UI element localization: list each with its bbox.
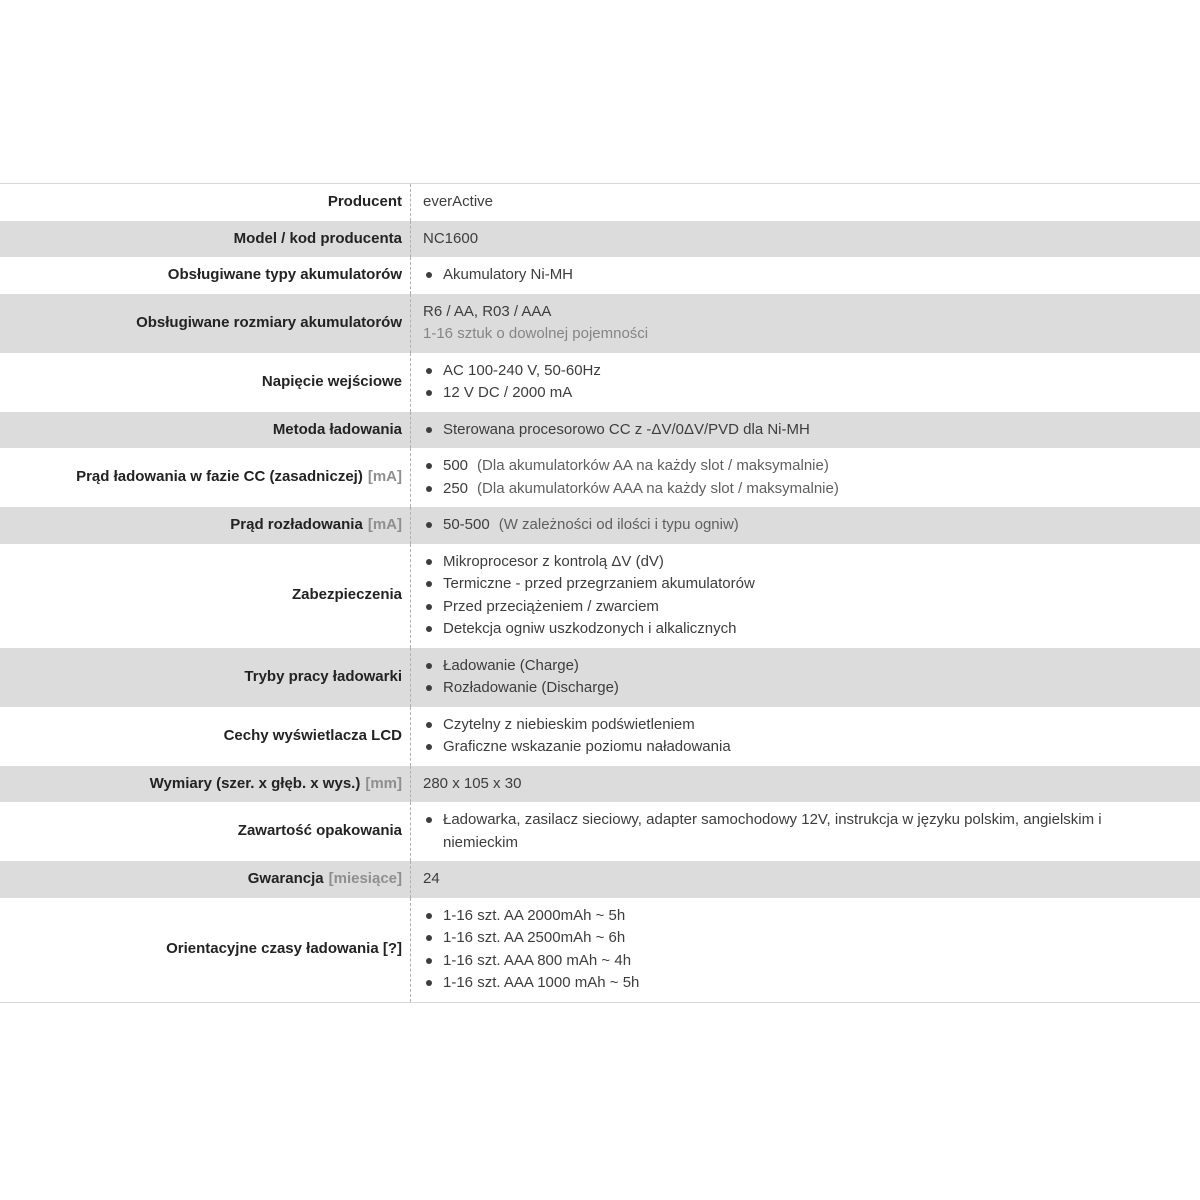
spec-bullet-item xyxy=(423,972,1180,995)
spec-label: Cechy wyświetlacza LCD xyxy=(223,726,402,744)
spec-value-body xyxy=(423,191,493,214)
spec-label-cell xyxy=(0,184,410,221)
bullet-icon xyxy=(426,980,432,986)
spec-value-cell xyxy=(410,707,1200,766)
table-row xyxy=(0,448,1200,507)
spec-bullet-item xyxy=(423,655,1180,678)
bullet-icon xyxy=(426,581,432,587)
spec-value-body xyxy=(443,360,601,383)
spec-label: Wymiary (szer. x głęb. x wys.) xyxy=(149,774,361,792)
bullet-icon xyxy=(426,722,432,728)
spec-value-body xyxy=(423,773,521,796)
spec-unit: [miesiące] xyxy=(328,870,402,887)
spec-value-note: (Dla akumulatorków AA na każdy slot / maksymalnie) xyxy=(477,457,829,474)
bullet-icon xyxy=(426,427,432,433)
spec-value-text: Termiczne - przed przegrzaniem akumulatorów xyxy=(443,575,755,592)
spec-label: Producent xyxy=(327,193,402,210)
spec-value-body xyxy=(443,714,695,737)
spec-value-body xyxy=(423,301,551,324)
spec-label-line xyxy=(238,820,402,843)
bullet-icon xyxy=(426,522,432,528)
table-row xyxy=(0,707,1200,766)
spec-value-body xyxy=(423,228,478,251)
spec-value-body xyxy=(443,455,829,478)
spec-label: Metoda ładowania xyxy=(272,420,402,438)
spec-label-line xyxy=(262,371,402,394)
spec-label-line xyxy=(248,868,402,891)
spec-value-text: 1-16 sztuk o dowolnej pojemności xyxy=(423,325,649,342)
table-row xyxy=(0,184,1200,221)
spec-label-cell xyxy=(0,802,410,861)
spec-bullet-item xyxy=(423,736,1180,759)
spec-bullet-item xyxy=(423,905,1180,928)
spec-value-cell xyxy=(410,507,1200,544)
spec-value-text: 280 x 105 x 30 xyxy=(423,774,522,792)
spec-bullet-item xyxy=(423,455,1180,478)
spec-label-line xyxy=(150,773,402,796)
table-row xyxy=(0,648,1200,707)
spec-label: Zawartość opakowania xyxy=(237,822,402,840)
spec-value-body xyxy=(443,905,625,928)
spec-bullet-item xyxy=(423,573,1180,596)
spec-value-cell xyxy=(410,766,1200,803)
table-row xyxy=(0,507,1200,544)
spec-value-cell xyxy=(410,257,1200,294)
spec-label-line xyxy=(328,191,402,214)
spec-label-line xyxy=(224,725,402,748)
spec-label: Napięcie wejściowe xyxy=(261,372,402,390)
bullet-icon xyxy=(426,913,432,919)
spec-bullet-item xyxy=(423,714,1180,737)
spec-value-text: NC1600 xyxy=(423,229,479,247)
spec-bullet-item xyxy=(423,927,1180,950)
spec-value-text: 1-16 szt. AAA 800 mAh ~ 4h xyxy=(443,951,632,969)
spec-label-line xyxy=(168,264,402,287)
spec-value-cell xyxy=(410,412,1200,449)
spec-bullet-item xyxy=(423,514,1180,537)
spec-bullet-item xyxy=(423,478,1180,501)
spec-label: Orientacyjne czasy ładowania [?] xyxy=(166,940,402,958)
spec-value-cell xyxy=(410,448,1200,507)
spec-value-text: 1-16 szt. AA 2000mAh ~ 5h xyxy=(443,906,626,924)
spec-value-body xyxy=(443,596,659,619)
spec-value-text: Ładowanie (Charge) xyxy=(443,656,579,674)
spec-value-body xyxy=(443,264,573,287)
spec-label: Gwarancja xyxy=(247,870,324,887)
spec-label-cell xyxy=(0,898,410,1002)
table-row xyxy=(0,353,1200,412)
spec-value-cell xyxy=(410,221,1200,258)
spec-label-line xyxy=(76,466,402,489)
bullet-icon xyxy=(426,272,432,278)
spec-value-body xyxy=(443,514,739,537)
spec-value-text: 1-16 szt. AA 2500mAh ~ 6h xyxy=(443,929,626,946)
spec-value-cell xyxy=(410,802,1200,861)
bullet-icon xyxy=(426,463,432,469)
spec-value-body xyxy=(443,419,810,442)
spec-value-body xyxy=(443,972,639,995)
bullet-icon xyxy=(426,486,432,492)
spec-label-cell xyxy=(0,766,410,803)
bullet-icon xyxy=(426,685,432,691)
spec-label-cell xyxy=(0,544,410,648)
spec-label-cell xyxy=(0,448,410,507)
spec-bullet-item xyxy=(423,264,1180,287)
spec-label-cell xyxy=(0,648,410,707)
spec-value-cell xyxy=(410,898,1200,1002)
spec-label-cell xyxy=(0,257,410,294)
spec-bullet-item xyxy=(423,809,1180,854)
spec-bullet-item xyxy=(423,950,1180,973)
spec-value-body xyxy=(443,809,1180,854)
spec-value-text: 50-500 xyxy=(443,516,490,533)
table-row xyxy=(0,221,1200,258)
spec-bullet-item xyxy=(423,419,1180,442)
spec-value-body xyxy=(423,868,440,891)
spec-value-body xyxy=(443,736,731,759)
spec-bullet-item xyxy=(423,382,1180,405)
spec-value-text: 12 V DC / 2000 mA xyxy=(443,384,573,401)
bullet-icon xyxy=(426,390,432,396)
spec-label: Obsługiwane rozmiary akumulatorów xyxy=(136,313,402,331)
spec-value-text: Rozładowanie (Discharge) xyxy=(443,679,619,696)
spec-value-text: 500 xyxy=(443,457,469,474)
table-row xyxy=(0,802,1200,861)
table-row xyxy=(0,766,1200,803)
spec-label: Tryby pracy ładowarki xyxy=(244,667,402,685)
spec-label-line xyxy=(273,419,402,442)
bullet-icon xyxy=(426,368,432,374)
spec-value-text: Detekcja ogniw uszkodzonych i alkalicznych xyxy=(443,620,737,637)
spec-value-line xyxy=(423,773,1180,796)
spec-value-line xyxy=(423,301,1180,324)
spec-value-line xyxy=(423,191,1180,214)
spec-value-text: Mikroprocesor z kontrolą ΔV (dV) xyxy=(443,552,664,570)
spec-value-body xyxy=(443,655,579,678)
bullet-icon xyxy=(426,663,432,669)
bullet-icon xyxy=(426,744,432,750)
spec-value-body xyxy=(443,950,631,973)
table-row xyxy=(0,412,1200,449)
spec-value-body xyxy=(443,573,755,596)
spec-value-body xyxy=(443,618,736,641)
spec-label: Model / kod producenta xyxy=(233,229,402,247)
spec-label-cell xyxy=(0,507,410,544)
spec-label-cell xyxy=(0,412,410,449)
spec-value-cell xyxy=(410,294,1200,353)
bullet-icon xyxy=(426,626,432,632)
spec-value-note: (Dla akumulatorków AAA na każdy slot / maksymalnie) xyxy=(477,479,839,497)
spec-label-line xyxy=(244,666,402,689)
spec-unit: [mm] xyxy=(365,774,402,792)
bullet-icon xyxy=(426,817,432,823)
spec-label-line xyxy=(166,938,402,961)
spec-bullet-item xyxy=(423,551,1180,574)
spec-value-text: Sterowana procesorowo CC z -ΔV/0ΔV/PVD dla Ni-MH xyxy=(443,420,810,438)
spec-value-cell xyxy=(410,184,1200,221)
spec-label: Zabezpieczenia xyxy=(291,586,402,604)
spec-bullet-item xyxy=(423,360,1180,383)
spec-unit: [mA] xyxy=(367,516,402,533)
spec-label: Prąd ładowania w fazie CC (zasadniczej) xyxy=(76,468,363,486)
spec-bullet-item xyxy=(423,677,1180,700)
table-row xyxy=(0,257,1200,294)
table-row xyxy=(0,898,1200,1002)
spec-value-text: Akumulatory Ni-MH xyxy=(443,266,574,283)
spec-value-body xyxy=(443,478,839,501)
spec-value-body xyxy=(443,382,572,405)
bullet-icon xyxy=(426,559,432,565)
spec-label-cell xyxy=(0,353,410,412)
table-row xyxy=(0,544,1200,648)
bullet-icon xyxy=(426,604,432,610)
spec-label-cell xyxy=(0,294,410,353)
spec-label-line xyxy=(136,312,402,335)
spec-label-cell xyxy=(0,861,410,898)
spec-value-line xyxy=(423,228,1180,251)
spec-unit: [mA] xyxy=(367,468,402,486)
spec-value-body xyxy=(423,323,648,346)
table-row xyxy=(0,861,1200,898)
spec-value-text: Przed przeciążeniem / zwarciem xyxy=(443,597,659,615)
spec-value-body xyxy=(443,677,619,700)
spec-value-text: Ładowarka, zasilacz sieciowy, adapter samochodowy 12V, instrukcja w języku polskim, angielskim i niemieckim xyxy=(443,811,1102,851)
spec-value-cell xyxy=(410,861,1200,898)
spec-value-cell xyxy=(410,544,1200,648)
bullet-icon xyxy=(426,935,432,941)
spec-label-cell xyxy=(0,221,410,258)
spec-value-text: Graficzne wskazanie poziomu naładowania xyxy=(443,738,731,755)
spec-label: Prąd rozładowania xyxy=(230,516,363,533)
spec-value-text: AC 100-240 V, 50-60Hz xyxy=(443,361,601,379)
spec-label-cell xyxy=(0,707,410,766)
spec-value-text: 1-16 szt. AAA 1000 mAh ~ 5h xyxy=(443,974,640,991)
spec-value-text: Czytelny z niebieskim podświetleniem xyxy=(443,715,695,733)
spec-value-line xyxy=(423,323,1180,346)
spec-value-cell xyxy=(410,648,1200,707)
spec-label-line xyxy=(230,514,402,537)
table-row xyxy=(0,294,1200,353)
bullet-icon xyxy=(426,958,432,964)
spec-value-note: (W zależności od ilości i typu ogniw) xyxy=(498,516,739,533)
spec-table xyxy=(0,183,1200,1003)
spec-value-line xyxy=(423,868,1180,891)
spec-value-cell xyxy=(410,353,1200,412)
spec-label: Obsługiwane typy akumulatorów xyxy=(167,266,402,283)
spec-value-text: 250 xyxy=(443,479,469,497)
spec-label-line xyxy=(292,584,402,607)
spec-value-text: everActive xyxy=(423,193,494,210)
spec-value-text: R6 / AA, R03 / AAA xyxy=(423,302,552,320)
spec-value-text: 24 xyxy=(423,870,440,887)
spec-bullet-item xyxy=(423,596,1180,619)
spec-value-body xyxy=(443,927,625,950)
spec-bullet-item xyxy=(423,618,1180,641)
spec-value-body xyxy=(443,551,664,574)
spec-label-line xyxy=(234,228,402,251)
